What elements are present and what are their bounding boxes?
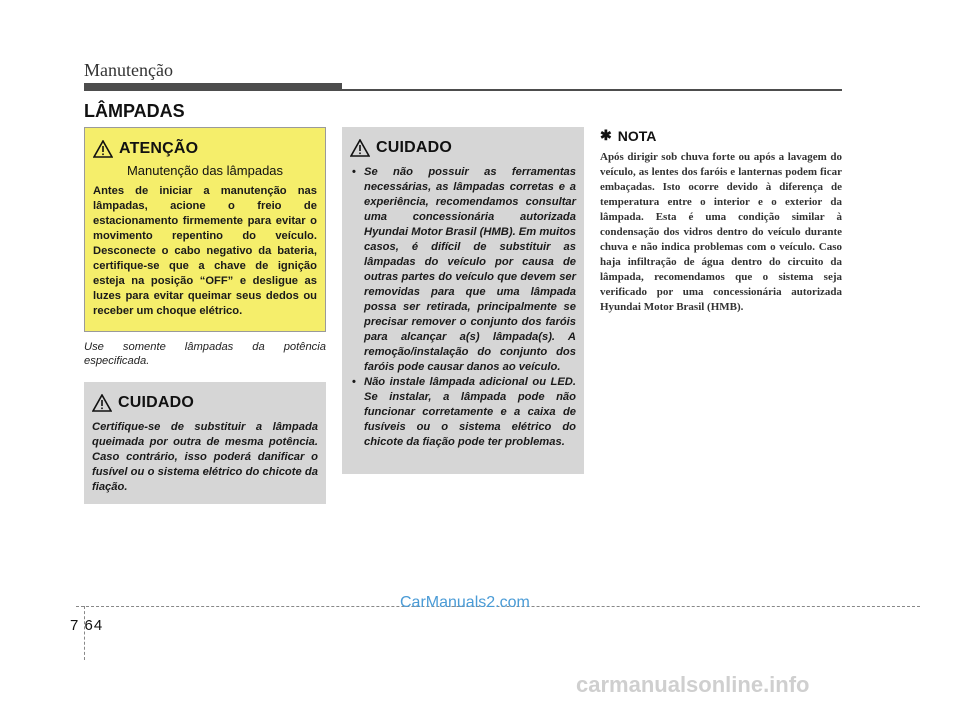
list-item: • Não instale lâmpada adicional ou LED. Se instalar, a lâmpada pode não funcionar corretamente e a caixa de fusíveis ou o sistema elétrico do chicote da fiação pode ter problemas. — [350, 375, 576, 450]
watermark-bottom: carmanualsonline.info — [576, 672, 810, 697]
cuidado-mid-list — [350, 165, 576, 450]
warning-triangle-icon — [350, 139, 370, 157]
cuidado-left-heading: CUIDADO — [118, 394, 195, 411]
page-number: 7 64 — [70, 617, 104, 634]
atencao-heading: ATENÇÃO — [119, 140, 199, 157]
list-item: • Se não possuir as ferramentas necessárias, as lâmpadas corretas e a experiência, recomendamos consultar uma concessionária autorizada Hyundai Motor Brasil (HMB). Em muitos casos, é difícil de substituir as lâmpadas do veículo por causa de outras partes do veículo que devem ser removidas para que uma lâmpada possa ser retirada, principalmente se precisar remover o conjunto dos faróis para alcançar a(s) lâmpada(s). A remoção/instalação do conjunto dos faróis pode causar danos ao veículo. — [350, 165, 576, 375]
cuidado-left-header — [92, 392, 318, 414]
nota-header — [600, 127, 656, 144]
bulb-caption: Use somente lâmpadas da potência especificada. — [84, 341, 326, 367]
cuidado-mid-header — [350, 137, 576, 159]
nota-heading: NOTA — [617, 127, 657, 144]
atencao-header — [93, 138, 317, 160]
atencao-subheading: Manutenção das lâmpadas — [126, 163, 284, 178]
cuidado-left-text: Certifique-se de substituir a lâmpada queimada por outra de mesma potência. Caso contrário, isso poderá danificar o fusível ou o sistema elétrico do chicote da fiação. — [92, 421, 318, 493]
atencao-text: Antes de iniciar a manutenção nas lâmpadas, acione o freio de estacionamento firmemente para evitar o movimento repentino do veículo. Desconecte o cabo negativo da bateria, certifique-se que a chave de ignição esteja na posição “OFF” e desligue as luzes para evitar queimar seus dedos ou receber um choque elétrico. — [93, 185, 317, 317]
cuidado-left-box — [84, 382, 326, 504]
section-title: LÂMPADAS — [84, 101, 185, 121]
header-rule-thin — [342, 89, 842, 91]
cuidado-mid-box — [342, 127, 584, 474]
atencao-box — [84, 127, 326, 332]
warning-triangle-icon — [92, 394, 112, 412]
nota-text: Após dirigir sob chuva forte ou após a lavagem do veículo, as lentes dos faróis e lanternas podem ficar embaçadas. Isto ocorre devido à diferença de temperatura entre o interior e o exterior da lâmpada. Esta é uma condição similar à condensação dos vidros dentro do veículo durante chuva e não indica problemas com o veículo. Caso haja infiltração de água dentro do circuito da lâmpada, recomendamos que o sistema seja verificado por uma concessionária autorizada Hyundai Motor Brasil (HMB). — [600, 151, 842, 313]
watermark-top[interactable]: CarManuals2.com — [400, 594, 530, 611]
warning-triangle-icon — [93, 140, 113, 158]
header-rule-thick — [84, 83, 342, 91]
asterisk-icon: ✱ — [600, 127, 612, 143]
cuidado-mid-heading: CUIDADO — [376, 139, 453, 156]
chapter-title: Manutenção — [84, 60, 173, 80]
